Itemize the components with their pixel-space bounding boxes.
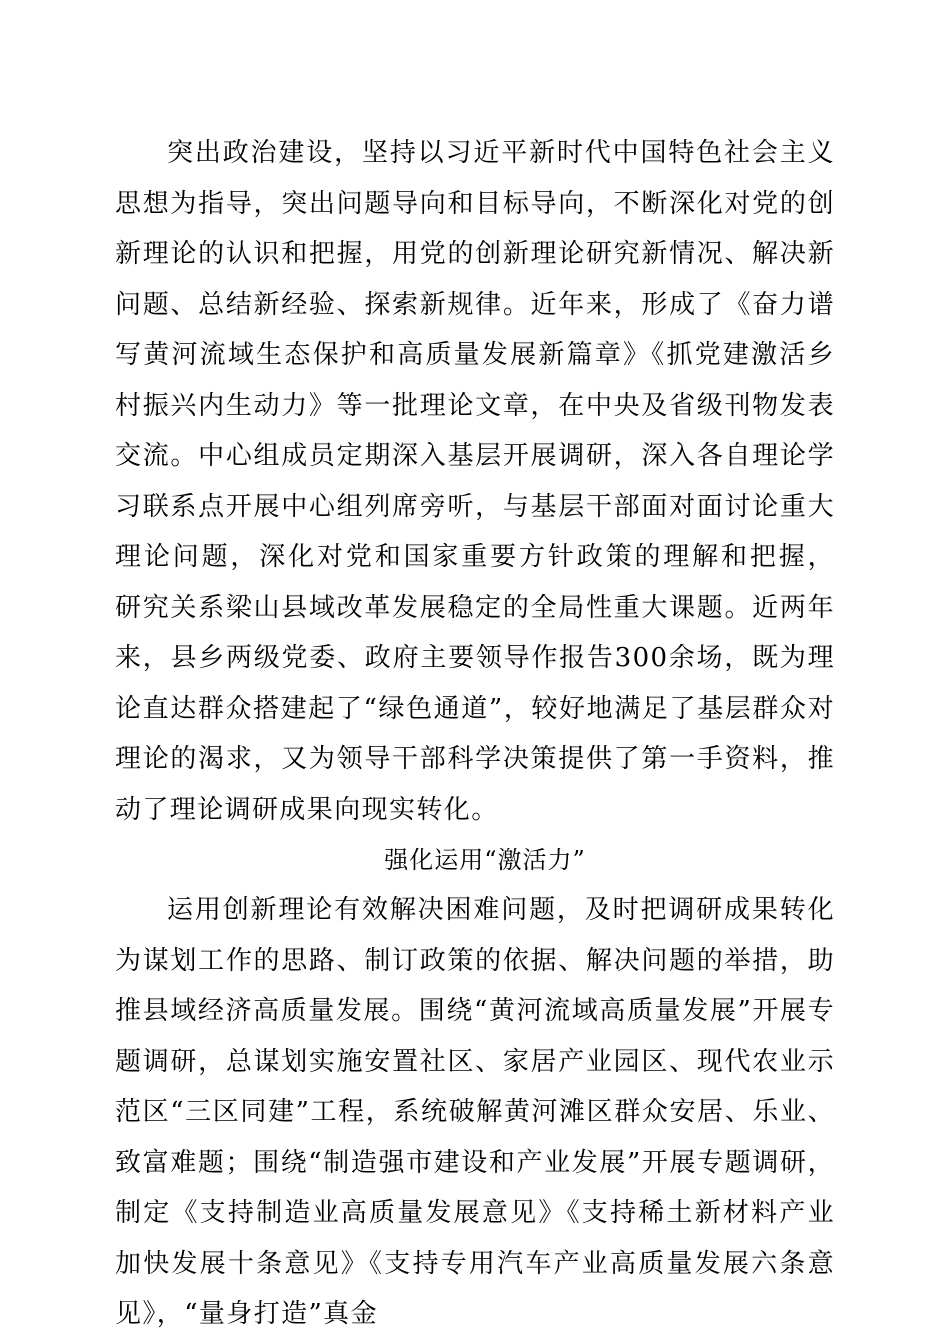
section-heading: 强化运用“激活力” — [384, 846, 586, 874]
body-paragraph: 突出政治建设，坚持以习近平新时代中国特色社会主义思想为指导，突出问题导向和目标导向，不断深化对党的创新理论的认识和把握，用党的创新理论研究新情况、解决新问题、总结新经验、探索新规律。近年来，形成了《奋力谱写黄河流域生态保护和高质量发展新篇章》《抓党建激活乡村振兴内生动力》等一批理论文章，在中央及省级刊物发表交流。中心组成员定期深入基层开展调研，深入各自理论学习联系点开展中心组列席旁听，与基层干部面对面讨论重大理论问题，深化对党和国家重要方针政策的理解和把握， 研究关系梁山县域改革发展稳定的全局性重大课题。近两年来，县乡两级党委、政府主要领导作报告300余场，既为理论直达群众搭建起了“绿色通道”，较好地满足了基层群众对理论的渴求，又为领导干部科学决策提供了第一手资料，推动了理论调研成果向现实转化。 — [115, 138, 835, 825]
document-page — [115, 128, 835, 1340]
body-paragraph: 运用创新理论有效解决困难问题，及时把调研成果转化为谋划工作的思路、制订政策的依据、解决问题的举措，助推县域经济高质量发展。围绕“黄河流域高质量发展”开展专题调研，总谋划实施安置社区、家居产业园区、现代农业示范区“三区同建”工程，系统破解黄河滩区群众安居、乐业、致富难题；围绕“制造强市建设和产业发展”开展专题调研，制定《支持制造业高质量发展意见》《支持稀土新材料产业加快发展十条意见》《支持专用汽车产业高质量发展六条意见》，“量身打造”真金 — [115, 895, 835, 1329]
